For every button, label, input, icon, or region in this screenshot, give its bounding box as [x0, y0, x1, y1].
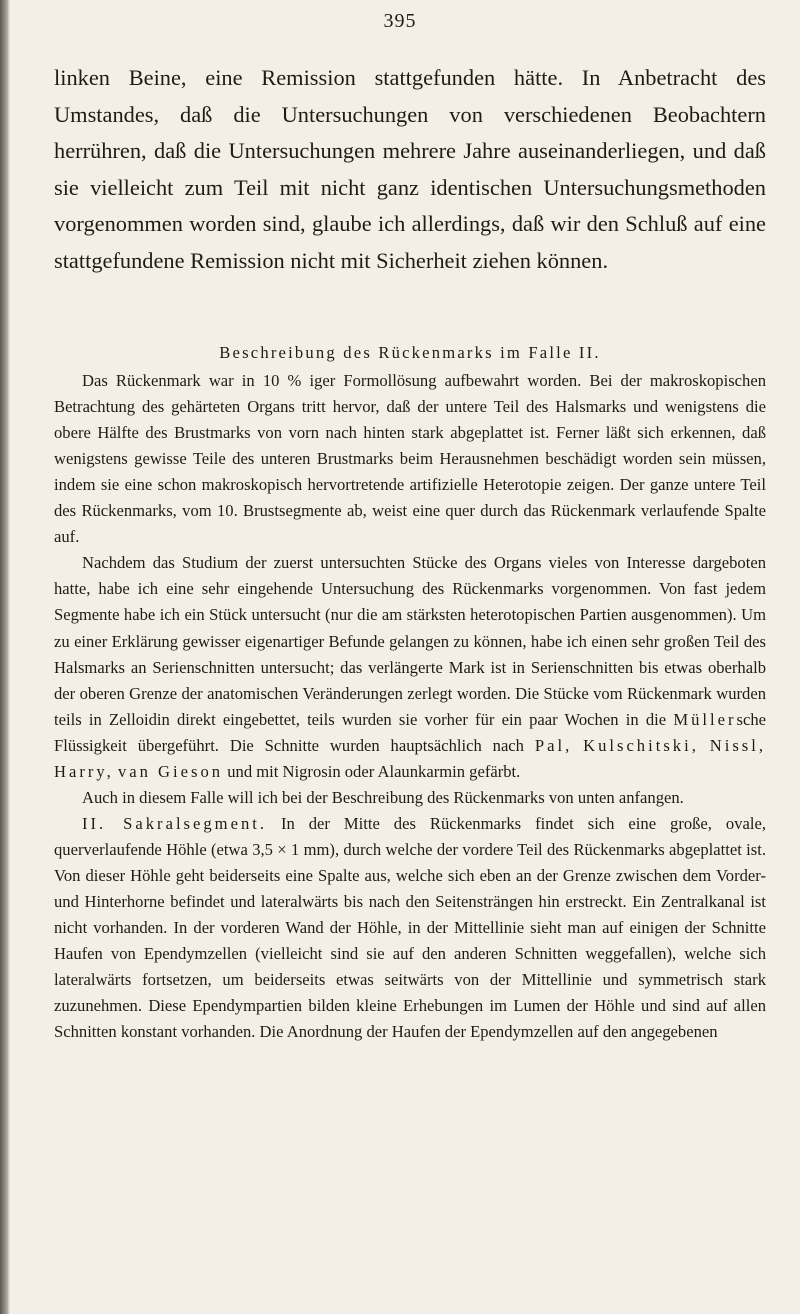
sacral-segment-label: II. Sakralsegment. — [82, 813, 267, 833]
author-pal: Pal, — [534, 735, 573, 755]
paragraph-methods — [54, 550, 766, 784]
methods-text-3: und mit Nigrosin oder Alaunkarmin gefärbt. — [227, 761, 521, 781]
author-nissl: Nissl, — [709, 735, 766, 755]
paragraph-order: Auch in diesem Falle will ich bei der Beschreibung des Rückenmarks von unten anfangen. — [82, 787, 684, 807]
paragraph-macroscopic: Das Rückenmark war in 10 % iger Formollösung aufbewahrt worden. Bei der makroskopischen Betrachtung des gehärteten Organs tritt hervor, daß der untere Teil des Halsmarks und wenigstens die obere Hälfte des Brustmarks von vorn nach hinten stark abgeplattet ist. Ferner läßt sich erkennen, daß wenigstens gewisse Teile des unteren Brustmarks beim Herausnehmen beschädigt worden sein müssen, indem sie eine schon makroskopisch hervortretende artifizielle Heterotopie zeigen. Der ganze untere Teil des Rückenmarks, vom 10. Brustsegmente ab, weist eine quer durch das Rückenmark verlaufende Spalte auf. — [54, 371, 766, 547]
intro-paragraph: linken Beine, eine Remission stattgefunden hätte. In Anbetracht des Umstandes, daß die Untersuchungen von verschiedenen Beobachtern herrühren, daß die Untersuchungen mehrere Jahre auseinanderliegen, und daß sie vielleicht zum Teil mit nicht ganz identischen Untersuchungsmethoden vorgenommen worden sind, glaube ich allerdings, daß wir den Schluß auf eine stattgefundene Remission nicht mit Sicherheit ziehen können. — [54, 65, 766, 273]
section-heading: Beschreibung des Rückenmarks im Falle II. — [219, 343, 601, 362]
paragraph-sacral-segment — [54, 811, 766, 1045]
author-mueller: Müller — [673, 709, 737, 729]
book-spine-shadow — [0, 0, 10, 1314]
case-description — [54, 340, 766, 1045]
author-kulschitski: Kulschitski, — [583, 735, 699, 755]
sacral-segment-text: In der Mitte des Rückenmarks findet sich eine große, ovale, querverlaufende Höhle (etwa 3,5 × 1 mm), durch welche der vordere Teil des Rückenmarks abgeplattet ist. Von dieser Höhle geht beiderseits eine Spalte aus, welche sich eben an der Grenze zwischen dem Vorder- und Hinterhorne befindet und lateralwärts bis nach den Seitensträngen hin erstreckt. Ein Zentralkanal ist nicht vorhanden. In der vorderen Wand der Höhle, in der Mittellinie sieht man auf einigen der Schnitte Haufen von Ependymzellen (vielleicht sind sie auf den anderen Schnitten weggefallen), welche sich lateralwärts fortsetzen, um beiderseits etwas seitwärts von der Mittellinie und symmetrisch stark zuzunehmen. Diese Ependympartien bilden kleine Erhebungen im Lumen der Höhle und sind auf allen Schnitten konstant vorhanden. Die Anordnung der Haufen der Ependymzellen auf den angegebenen — [54, 813, 766, 1042]
methods-text-2: sche Flüssigkeit übergeführt. Die Schnitte wurden hauptsächlich nach — [54, 709, 766, 755]
intro-text-block — [54, 60, 766, 279]
page-number: 395 — [383, 10, 417, 32]
author-harry: Harry, — [54, 761, 114, 781]
author-van-gieson: van Gieson — [117, 761, 224, 781]
methods-text-1: Nachdem das Studium der zuerst untersuchten Stücke des Organs vieles von Interesse dargeboten hatte, habe ich eine sehr eingehende Untersuchung des Rückenmarks vorgenommen. Von fast jedem Segmente habe ich ein Stück untersucht (nur die am stärksten heterotopischen Partien ausgenommen). Um zu einer Erklärung gewisser eigenartiger Befunde gelangen zu können, habe ich einen sehr großen Teil des Halsmarks an Serienschnitten untersucht; das verlängerte Mark ist in Serienschnitten bis etwas oberhalb der oberen Grenze der anatomischen Veränderungen zerlegt worden. Die Stücke vom Rückenmark wurden teils in Zelloidin direkt eingebettet, teils wurden sie vorher für ein paar Wochen in die — [54, 553, 766, 729]
